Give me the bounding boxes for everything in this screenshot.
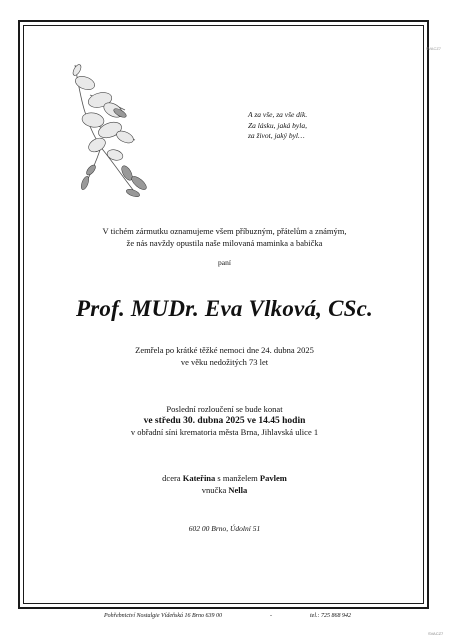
granddaughter-name: Nella bbox=[228, 484, 248, 495]
side-code: SVACZ7 bbox=[425, 46, 441, 51]
funeral-date-time: ve středu 30. dubna 2025 ve 14.45 hodin bbox=[143, 415, 306, 426]
daughter-name: Kateřina bbox=[182, 473, 216, 483]
footer-phone: tel.: 725 868 942 bbox=[310, 613, 351, 619]
family-line-1-mid: s manželem bbox=[215, 473, 260, 483]
family-line-2-prefix: vnučka bbox=[201, 484, 229, 495]
death-line-1: Zemřela po krátké těžké nemoci dne 24. dubna 2025 bbox=[135, 345, 314, 355]
family-address: 602 00 Brno, Údolní 51 bbox=[188, 524, 261, 533]
intro-line-2: že nás navždy opustila naše milovaná maminka a babička bbox=[126, 237, 323, 248]
bottom-code: SVACZ7 bbox=[428, 631, 444, 636]
announcement-intro bbox=[0, 226, 449, 249]
family-list bbox=[0, 473, 449, 496]
funeral-location: v obřadní síni krematoria města Brna, Jihlavská ulice 1 bbox=[130, 427, 319, 437]
footer-separator: - bbox=[270, 613, 272, 619]
death-line-2: ve věku nedožitých 73 let bbox=[180, 356, 269, 367]
honorific: paní bbox=[218, 258, 231, 267]
poem-line-1: A za vše, za vše dík. bbox=[248, 110, 308, 119]
intro-line-1: V tichém zármutku oznamujeme všem příbuzným, přátelům a známým, bbox=[102, 226, 347, 236]
family-line-2 bbox=[0, 485, 449, 497]
family-line-1 bbox=[0, 473, 449, 485]
death-details bbox=[0, 345, 449, 368]
poem bbox=[248, 110, 307, 142]
son-in-law-name: Pavlem bbox=[259, 473, 287, 483]
flower-branch-image bbox=[55, 55, 165, 200]
deceased-name: Prof. MUDr. Eva Vlková, CSc. bbox=[76, 296, 373, 321]
family-line-1-prefix: dcera bbox=[162, 473, 183, 483]
poem-line-3: za život, jaký byl… bbox=[248, 131, 305, 140]
funeral-details bbox=[0, 404, 449, 439]
funeral-line-1: Poslední rozloučení se bude konat bbox=[166, 404, 283, 414]
footer-funeral-home: Pohřebnictví Nostalgie Vídeňská 16 Brno 639 00 bbox=[104, 613, 222, 619]
poem-line-2: Za lásku, jaká byla, bbox=[248, 120, 307, 130]
